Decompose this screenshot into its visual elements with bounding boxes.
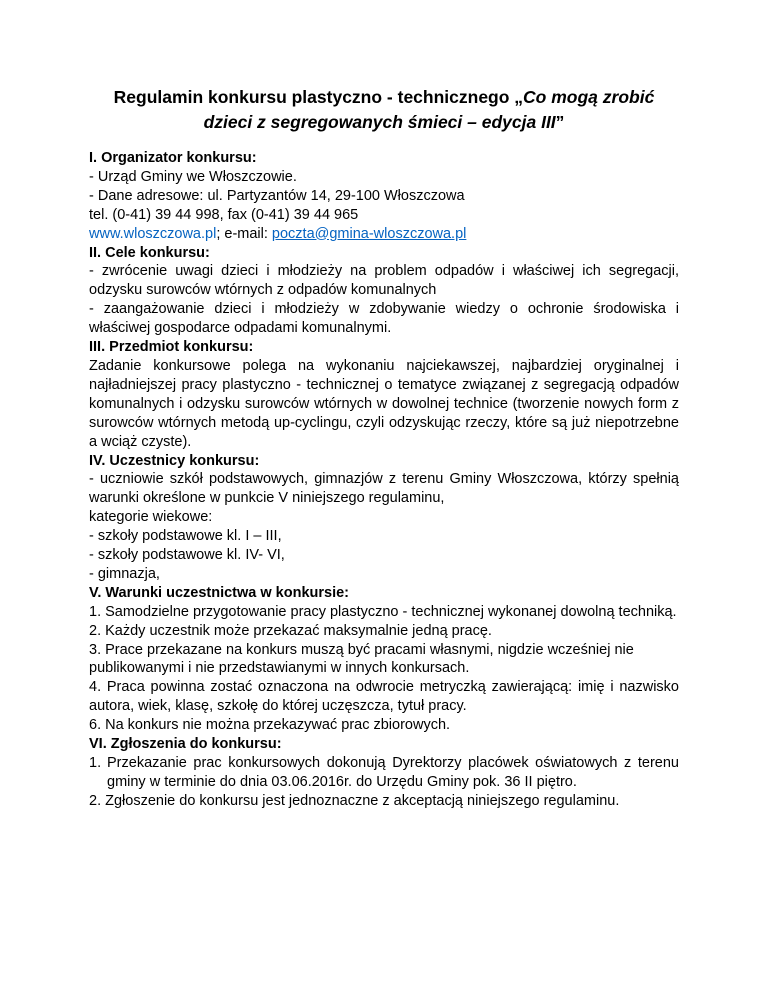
email-prefix: ; e-mail: bbox=[216, 225, 272, 242]
application-item-1-text: Przekazanie prac konkursowych dokonują Dyrektorzy placówek oświatowych z terenu gminy w terminie do dnia 03.06.2016r. do Urzędu Gminy pok. 36 II piętro. bbox=[107, 755, 679, 790]
age-category-3: - gimnazja, bbox=[89, 565, 160, 582]
section-heading-goals: II. Cele konkursu: bbox=[89, 244, 210, 261]
condition-item-6: 6. Na konkurs nie można przekazywać prac zbiorowych. bbox=[89, 717, 451, 734]
application-item-2: 2. Zgłoszenie do konkursu jest jednoznaczne z akceptacją niniejszego regulaminu. bbox=[89, 792, 620, 809]
organizer-line-3: tel. (0-41) 39 44 998, fax (0-41) 39 44 965 bbox=[89, 206, 359, 223]
condition-item-4: 4. Praca powinna zostać oznaczona na odwrocie metryczką zawierającą: imię i nazwisko autora, wiek, klasę, szkołę do której uczęszcza, tytuł pracy. bbox=[89, 679, 679, 715]
title-italic-2: dzieci z segregowanych śmieci – edycja III bbox=[203, 112, 556, 132]
title-plain: Regulamin konkursu plastyczno - technicznego „ bbox=[113, 87, 524, 107]
condition-item-3b: publikowanymi i nie przedstawianymi w innych konkursach. bbox=[89, 660, 470, 677]
section-heading-conditions: V. Warunki uczestnictwa w konkursie: bbox=[89, 584, 350, 601]
title-close-quote: ” bbox=[555, 112, 565, 132]
section-heading-applications: VI. Zgłoszenia do konkursu: bbox=[89, 736, 282, 753]
condition-item-1: 1. Samodzielne przygotowanie pracy plastyczno - technicznej wykonanej dowolną techniką. bbox=[89, 603, 677, 620]
section-heading-participants: IV. Uczestnicy konkursu: bbox=[89, 452, 260, 469]
participants-text: - uczniowie szkół podstawowych, gimnazjów z terenu Gminy Włoszczowa, którzy spełnią warunki określone w punkcie V niniejszego regulaminu, bbox=[89, 471, 679, 507]
section-heading-subject: III. Przedmiot konkursu: bbox=[89, 339, 254, 356]
subject-text: Zadanie konkursowe polega na wykonaniu najciekawszej, najbardziej oryginalnej i najładniejszej pracy plastyczno - technicznej o tematyce związanej z segregacją odpadów komunalnych i odzysku surowców wtórnych w dowolnej technice (tworzenie nowych form z surowców wtórnych metodą up-cyclingu, czyli odzyskując rzeczy, które są już niepotrzebne a wciąż czyste). bbox=[89, 357, 679, 450]
application-item-1 bbox=[89, 754, 679, 792]
document-body bbox=[89, 149, 679, 811]
age-categories-label: kategorie wiekowe: bbox=[89, 509, 213, 526]
organizer-contact-line bbox=[89, 225, 679, 244]
application-item-1-number: 1. bbox=[89, 755, 102, 771]
age-category-1: - szkoły podstawowe kl. I – III, bbox=[89, 528, 282, 545]
title-italic-1: Co mogą zrobić bbox=[523, 87, 655, 107]
condition-item-2: 2. Każdy uczestnik może przekazać maksymalnie jedną pracę. bbox=[89, 622, 492, 639]
goal-item-1: - zwrócenie uwagi dzieci i młodzieży na problem odpadów i właściwej ich segregacji, odzysku surowców wtórnych z odpadów komunalnych bbox=[89, 263, 679, 299]
document-title bbox=[60, 85, 708, 135]
email-link[interactable]: poczta@gmina-wloszczowa.pl bbox=[271, 225, 467, 242]
organizer-line-1: - Urząd Gminy we Włoszczowie. bbox=[89, 168, 297, 185]
condition-item-3a: 3. Prace przekazane na konkurs muszą być pracami własnymi, nigdzie wcześniej nie bbox=[89, 641, 634, 658]
age-category-2: - szkoły podstawowe kl. IV- VI, bbox=[89, 547, 285, 564]
goal-item-2: - zaangażowanie dzieci i młodzieży w zdobywanie wiedzy o ochronie środowiska i właściwej gospodarce odpadami komunalnymi. bbox=[89, 301, 679, 337]
section-heading-organizer: I. Organizator konkursu: bbox=[89, 150, 257, 166]
organizer-line-2: - Dane adresowe: ul. Partyzantów 14, 29-100 Włoszczowa bbox=[89, 187, 465, 204]
website-link[interactable]: www.wloszczowa.pl bbox=[89, 225, 217, 242]
